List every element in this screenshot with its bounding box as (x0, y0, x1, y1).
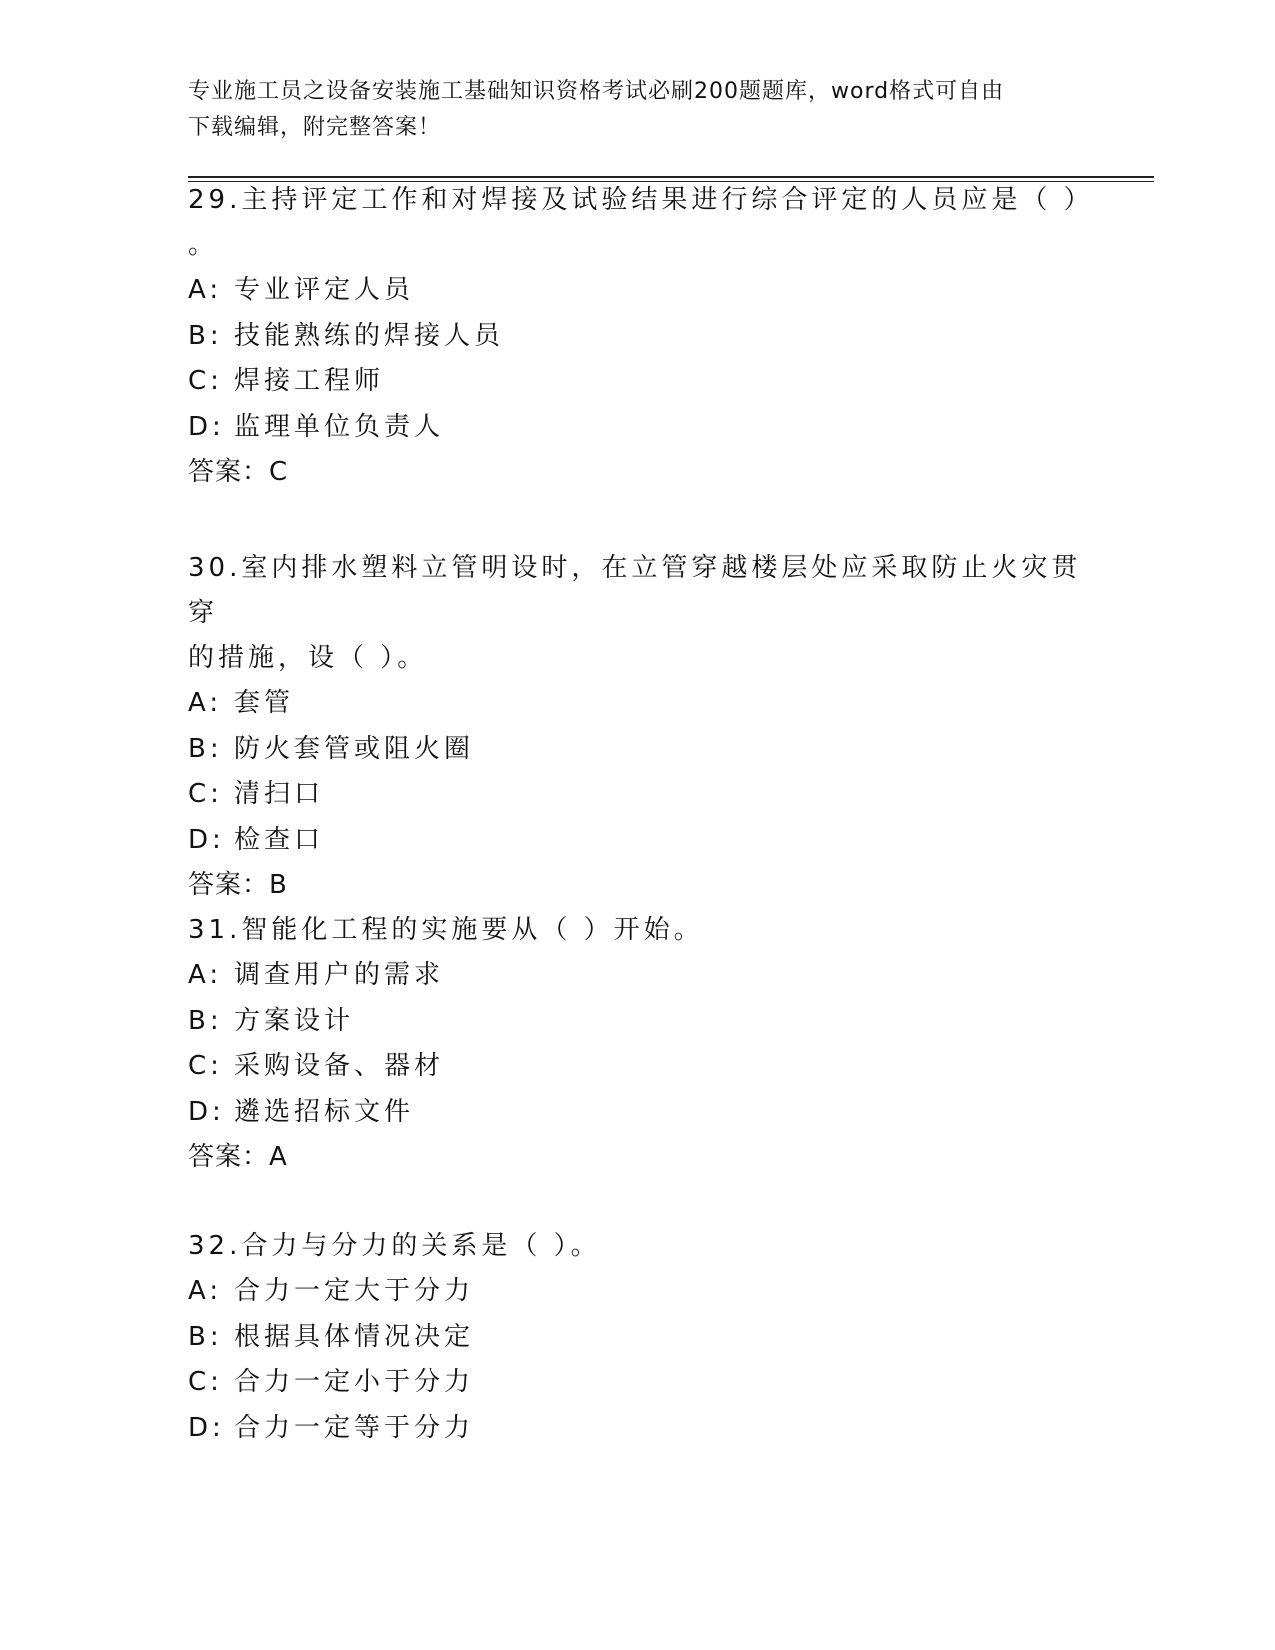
option-text: 技能熟练的焊接人员 (234, 320, 505, 351)
answer-line: 答案：A (188, 1142, 288, 1172)
question-31 (188, 908, 1088, 1180)
option-d (188, 818, 1088, 864)
option-a (188, 1269, 1088, 1315)
option-letter: C: (188, 779, 223, 809)
option-c (188, 1360, 1088, 1406)
header-line-2: 下载编辑，附完整答案！ (188, 115, 442, 140)
option-letter: C: (188, 366, 223, 396)
option-text: 调查用户的需求 (234, 960, 445, 990)
option-letter: A: (188, 1276, 223, 1306)
option-text: 套管 (234, 688, 295, 718)
option-a (188, 681, 1088, 727)
option-text: 合力一定大于分力 (234, 1276, 475, 1306)
option-text: 焊接工程师 (234, 366, 385, 396)
option-text: 采购设备、器材 (234, 1051, 445, 1081)
option-b (188, 999, 1088, 1045)
option-letter: D: (188, 1412, 225, 1443)
option-letter: A: (188, 275, 223, 305)
option-c (188, 1044, 1088, 1090)
option-text: 合力一定等于分力 (234, 1412, 475, 1443)
option-d (188, 405, 1088, 451)
option-b (188, 314, 1088, 360)
answer-line: 答案：B (188, 870, 288, 900)
option-letter: B: (188, 733, 223, 764)
option-letter: B: (188, 1321, 223, 1352)
option-letter: B: (188, 320, 223, 351)
question-stem: 29.主持评定工作和对焊接及试验结果进行综合评定的人员应是（ ） (188, 185, 1094, 215)
option-a (188, 953, 1088, 999)
option-d (188, 1406, 1088, 1452)
option-letter: D: (188, 824, 225, 855)
option-text: 遴选招标文件 (234, 1096, 415, 1127)
question-stem: 30.室内排水塑料立管明设时，在立管穿越楼层处应采取防止火灾贯穿 (188, 553, 1082, 628)
document-header (188, 74, 1088, 146)
question-stem-continued: 的措施，设（ ）。 (188, 643, 428, 673)
option-c (188, 772, 1088, 818)
option-a (188, 268, 1088, 314)
option-text: 方案设计 (234, 1005, 355, 1036)
option-c (188, 359, 1088, 405)
option-text: 专业评定人员 (234, 275, 415, 305)
option-text: 合力一定小于分力 (234, 1367, 475, 1397)
option-b (188, 1315, 1088, 1361)
question-32 (188, 1224, 1088, 1451)
option-text: 防火套管或阻火圈 (234, 733, 475, 764)
option-letter: B: (188, 1005, 223, 1036)
question-stem: 32.合力与分力的关系是（ ）。 (188, 1231, 601, 1261)
option-letter: D: (188, 1096, 225, 1127)
option-b (188, 727, 1088, 773)
question-stem-continued: 。 (188, 230, 219, 260)
option-letter: C: (188, 1367, 223, 1397)
option-letter: A: (188, 960, 223, 990)
option-d (188, 1090, 1088, 1136)
question-30 (188, 546, 1088, 908)
question-stem: 31.智能化工程的实施要从（ ）开始。 (188, 915, 704, 945)
header-line-1: 专业施工员之设备安装施工基础知识资格考试必刷200题题库，word格式可自由 (188, 79, 1005, 104)
option-letter: D: (188, 411, 225, 442)
option-text: 根据具体情况决定 (234, 1321, 475, 1352)
option-text: 清扫口 (234, 779, 325, 809)
option-text: 检查口 (234, 824, 325, 855)
question-29 (188, 178, 1094, 495)
answer-line: 答案：C (188, 457, 289, 487)
option-text: 监理单位负责人 (234, 411, 445, 442)
option-letter: A: (188, 688, 223, 718)
option-letter: C: (188, 1051, 223, 1081)
